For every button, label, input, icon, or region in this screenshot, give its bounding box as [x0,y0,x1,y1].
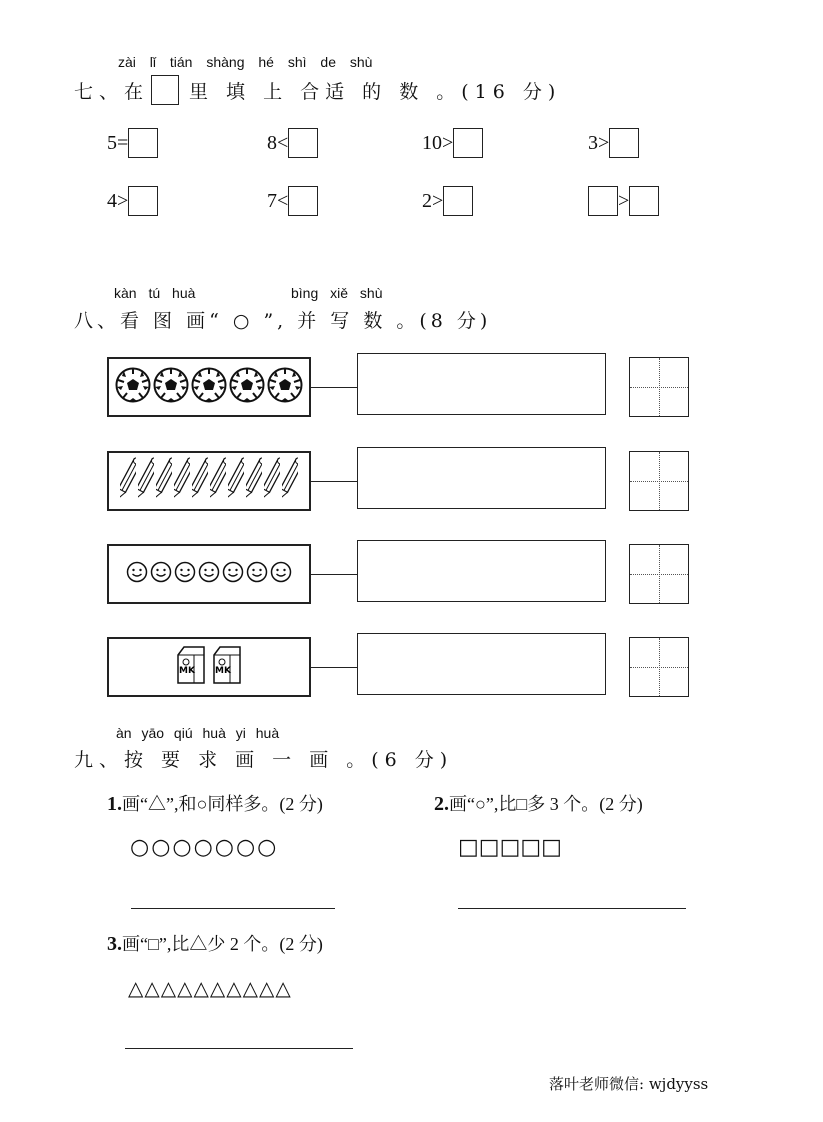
picture-box-pencil [107,451,311,511]
write-number-grid[interactable] [629,544,689,604]
draw-circles-box[interactable] [357,540,606,602]
picture-box-soccer-ball [107,357,311,417]
answer-box[interactable] [288,186,318,216]
problem-text: 5= [107,131,129,154]
q3-answer-line[interactable] [125,1048,353,1049]
q2-text: 画“○”,比□多 3 个。(2 分) [449,794,643,814]
fill-in-problem [107,128,158,158]
pencil-icon [156,454,172,508]
write-number-grid[interactable] [629,451,689,511]
problem-text: > [618,189,630,212]
milk-carton-icon [174,645,208,689]
question-3 [107,930,323,956]
section8-pinyin-2: bìng xiě shù [291,285,383,301]
answer-box[interactable] [288,128,318,158]
section7-pinyin: zài lǐ tián shàng hé shì de shù [118,54,373,70]
soccer-ball-icon [267,367,303,407]
smiley-icon [150,561,172,587]
problem-text: 4> [107,189,129,212]
pencil-icon [120,454,136,508]
section9-title: 九、按 要 求 画 一 画 。(6 分) [74,749,454,771]
soccer-ball-icon [115,367,151,407]
answer-box[interactable] [453,128,483,158]
q3-triangles: △△△△△△△△△△ [128,976,292,1000]
answer-box[interactable] [128,128,158,158]
smiley-icon [126,561,148,587]
picture-box-milk-carton [107,637,311,697]
smiley-icon [198,561,220,587]
smiley-icon [222,561,244,587]
answer-box[interactable] [128,186,158,216]
q1-text: 画“△”,和○同样多。(2 分) [122,794,323,814]
picture-box-smiley [107,544,311,604]
fill-in-problem [422,186,473,216]
milk-carton-icon [210,645,244,689]
answer-box[interactable] [629,186,659,216]
problem-text: 3> [588,131,610,154]
connector-line [311,481,357,482]
soccer-ball-icon [191,367,227,407]
soccer-ball-icon [229,367,265,407]
problem-text: 8< [267,131,289,154]
soccer-ball-icon [153,367,189,407]
section7-title [74,75,561,105]
answer-box[interactable] [609,128,639,158]
question-2 [434,790,643,816]
q2-number: 2. [434,793,449,815]
connector-line [311,667,357,668]
draw-circles-box[interactable] [357,447,606,509]
smiley-icon [270,561,292,587]
smiley-icon [174,561,196,587]
problem-text: 10> [422,131,454,154]
answer-box[interactable] [588,186,618,216]
svg-text:MK: MK [179,666,195,676]
q1-answer-line[interactable] [131,908,335,909]
draw-circles-box[interactable] [357,353,606,415]
footer-watermark: 落叶老师微信: wjdyyss [549,1075,709,1093]
q2-squares: □□□□□ [458,835,562,860]
section7-title-post: 里 填 上 合适 的 数 。(16 分) [189,80,562,103]
fill-in-problem [422,128,483,158]
pencil-icon [192,454,208,508]
pencil-icon [138,454,154,508]
fill-in-problem [107,186,158,216]
pencil-icon [264,454,280,508]
pencil-icon [174,454,190,508]
svg-text:MK: MK [215,666,231,676]
draw-circles-box[interactable] [357,633,606,695]
title-box [151,75,179,105]
pencil-icon [282,454,298,508]
problem-text: 7< [267,189,289,212]
connector-line [311,574,357,575]
q3-text: 画“□”,比△少 2 个。(2 分) [122,934,323,954]
question-1 [107,790,323,816]
write-number-grid[interactable] [629,637,689,697]
fill-in-problem [267,128,318,158]
section7-title-pre: 七、在 [74,80,150,103]
pencil-icon [246,454,262,508]
fill-in-problem [588,186,659,216]
problem-text: 2> [422,189,444,212]
pencil-icon [228,454,244,508]
answer-box[interactable] [443,186,473,216]
q3-number: 3. [107,933,122,955]
connector-line [311,387,357,388]
q1-number: 1. [107,793,122,815]
pencil-icon [210,454,226,508]
section9-pinyin: àn yāo qiú huà yi huà [116,725,280,741]
q2-answer-line[interactable] [458,908,686,909]
q1-circles: ○○○○○○○ [130,835,279,860]
section8-title: 八、看 图 画“ ○ ”, 并 写 数 。(8 分) [74,310,492,332]
fill-in-problem [267,186,318,216]
fill-in-problem [588,128,639,158]
write-number-grid[interactable] [629,357,689,417]
smiley-icon [246,561,268,587]
section8-pinyin-1: kàn tú huà [114,285,196,301]
